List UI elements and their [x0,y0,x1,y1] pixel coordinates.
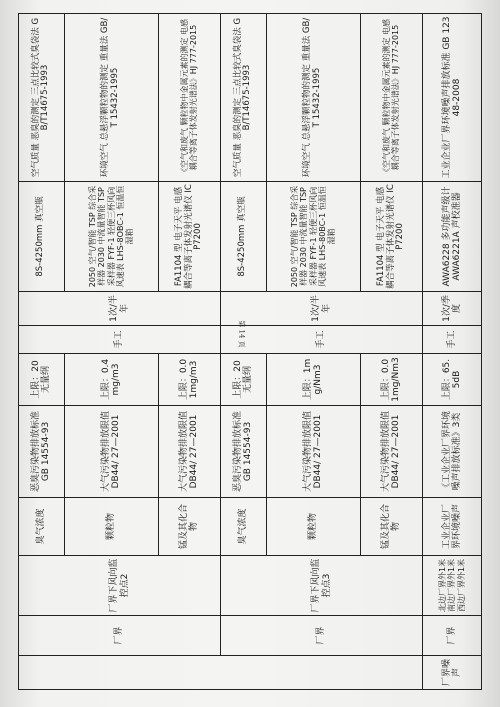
cell-point: 厂界下风向监控点3 [221,556,423,616]
cell-standard: 大气污染物排放限值 DB44/ 27—2001 [158,406,220,498]
cell-point: 北边厂界外1米 南边厂界外1米 西边厂界外1米 [423,556,482,616]
cell-instrument: 2050 空气/智能 TSP 综合采样器 2030 中流量智能 TSP 采样器 FYF-1 轻便三杯风向风速表 LHS-8OBC-1 恒温恒湿箱 [64,182,158,292]
cell-standard: 大气污染物排放限值 DB44/ 27—2001 [64,406,158,498]
cell-pollutant: 颗粒物 [266,498,360,556]
cell-standard: 恶臭污染物排放标准GB 14554-93 [221,406,267,498]
cell-pollutant: 臭气浓度 [221,498,267,556]
table-row [423,14,482,690]
cell-category: 厂界噪声 [423,656,482,690]
cell-frequency: 1次/半年 [221,292,423,326]
cell-instrument: 8S-4250mm 真空瓶 [19,182,65,292]
cell-instrument: FA1104 型 电子天平 电感耦合等离子体发射光谱仪 ICP7200 [158,182,220,292]
table-row [19,14,65,690]
cell-method: 手工 [221,326,423,354]
cell-pollutant: 颗粒物 [64,498,158,556]
cell-standard: 恶臭污染物排放标准GB 14554-93 [19,406,65,498]
cell-method: 手工 [423,326,482,354]
cell-standard: 大气污染物排放限值 DB44/ 27—2001 [266,406,360,498]
monitoring-table [18,13,482,690]
cell-analysis: 工业企业厂界环境噪声排放标准 GB 12348-2008 [423,14,482,182]
cell-location: 厂界 [423,616,482,656]
cell-standard: 大气污染物排放限值 DB44/ 27—2001 [360,406,422,498]
cell-frequency: 1次/季度 [423,292,482,326]
cell-limit: 上限：20 无量纲 [221,354,267,406]
cell-instrument: 8S-4250mm 真空瓶 [221,182,267,292]
cell-limit: 上限：0.01mg/m3 [158,354,220,406]
cell-instrument: 2050 空气/智能 TSP 综合采样器 2030 中流量智能 TSP 采样器 FYF-1 轻便三杯风向风速表 LHS-80BC-1 恒温恒湿箱 [266,182,360,292]
cell-location: 厂界 [221,616,423,656]
cell-analysis: 空气质量 恶臭的测定 三点比较式臭袋法 GB/T14675-1993 [221,14,267,182]
cell-standard: 《工业企业厂界环境噪声排放标准》3类 [423,406,482,498]
page-number: 第 14 页 [237,320,246,348]
cell-pollutant: 锰及其化合物 [158,498,220,556]
cell-pollutant: 臭气浓度 [19,498,65,556]
cell-limit: 上限：0.4mg/m3 [64,354,158,406]
cell-analysis: 环境空气 总悬浮颗粒物的测定 重量法 GB/T 15432-1995 [266,14,360,182]
cell-instrument: AWA6228 多功能声级计 AWA6221A 声校准器 [423,182,482,292]
cell-limit: 上限：65.5dB [423,354,482,406]
cell-analysis: 环境空气 总悬浮颗粒物的测定 重量法 GB/T 15432-1995 [64,14,158,182]
cell-location: 厂界 [19,616,221,656]
cell-limit: 上限：0.01mg/Nm3 [360,354,422,406]
cell-instrument: FA1104 型 电子天平 电感耦合等离子体发射光谱仪 ICP7200 [360,182,422,292]
cell-analysis: 《空气和废气 颗粒物中金属元素的测定 电感耦合等离子体发射光谱法》HJ 777-2015 [360,14,422,182]
table-row [221,14,267,690]
cell-frequency: 1次/半年 [19,292,221,326]
cell-analysis: 空气质量 恶臭的测定 三点比较式臭袋法 GB/T14675-1993 [19,14,65,182]
cell-analysis: 《空气和废气 颗粒物中金属元素的测定 电感耦合等离子体发射光谱法》HJ 777-2015 [158,14,220,182]
cell-pollutant: 锰及其化合物 [360,498,422,556]
cell-method: 手工 [19,326,221,354]
cell-limit: 上限：1mg/Nm3 [266,354,360,406]
rotated-table-wrapper [18,14,482,690]
cell-limit: 上限：20 无量纲 [19,354,65,406]
cell-point: 厂界下风向监控点2 [19,556,221,616]
cell-category [19,656,423,690]
cell-pollutant: 工业企业厂界环境噪声 [423,498,482,556]
